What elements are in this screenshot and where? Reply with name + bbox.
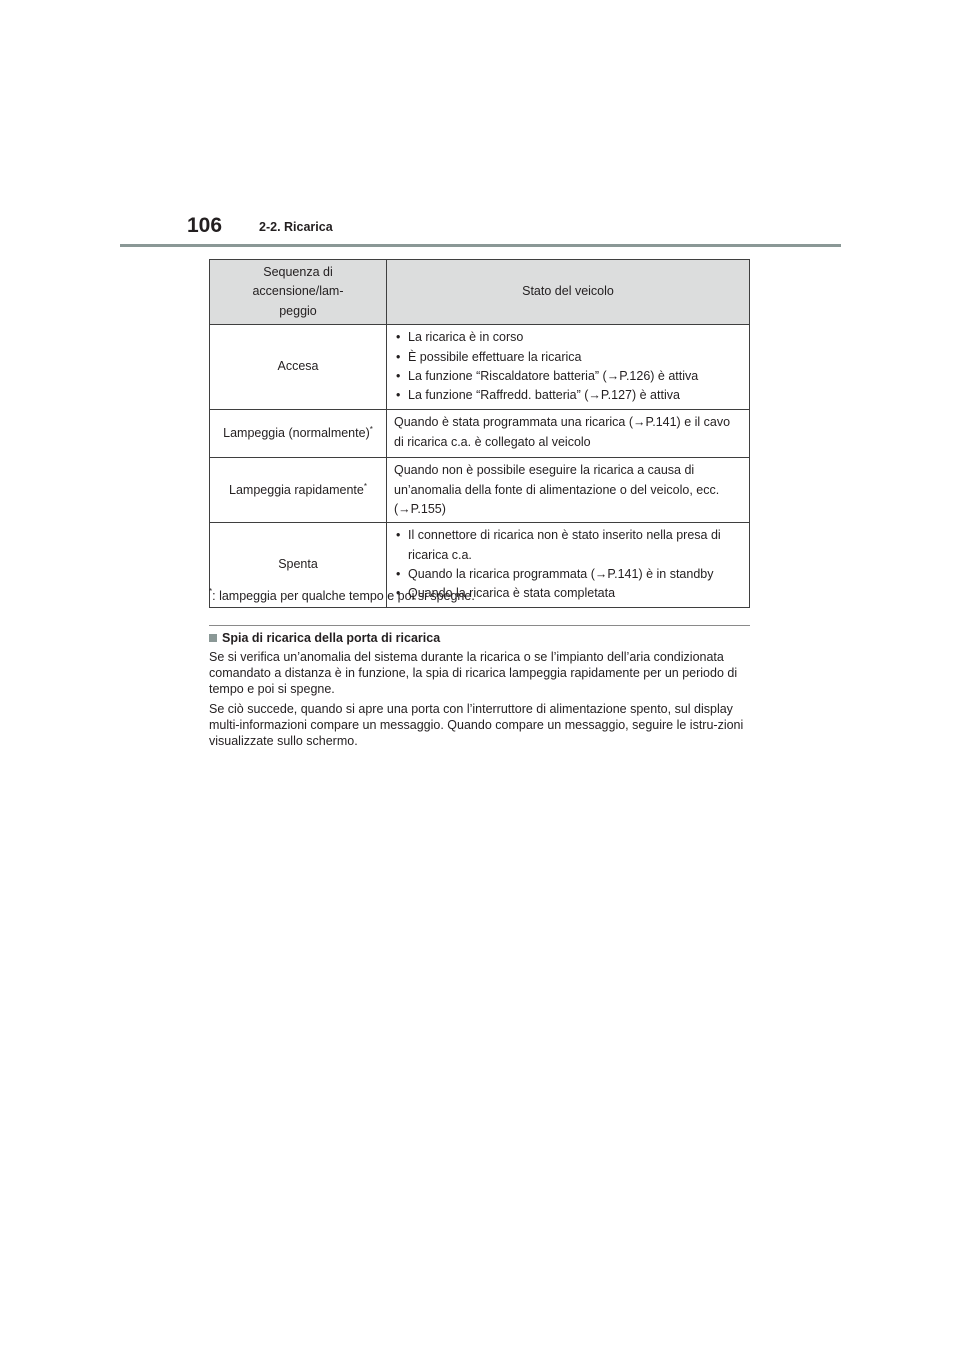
table-row [210, 410, 750, 458]
subsection-heading [209, 630, 749, 646]
state-list [394, 328, 742, 406]
state-text: Quando non è possibile eseguire la ricarica a causa di un’anomalia della fonte di alimentazione o del veicolo, ecc. (→P.155) [394, 463, 720, 516]
vehicle-state-cell [387, 458, 750, 523]
list-item: • Quando la ricarica programmata (→P.141) è in standby [394, 565, 742, 584]
sequence-label: Lampeggia rapidamente [229, 482, 364, 497]
table-body [210, 325, 750, 608]
sequence-cell [210, 410, 387, 458]
sequence-label: Accesa [277, 359, 319, 374]
subsection-heading-text: Spia di ricarica della porta di ricarica [222, 631, 441, 645]
header-divider [120, 244, 841, 247]
column-header-vehicle-state: Stato del veicolo [387, 260, 750, 325]
list-item: • La funzione “Raffredd. batteria” (→P.127) è attiva [394, 386, 742, 405]
square-bullet-icon [209, 634, 217, 642]
vehicle-state-cell [387, 410, 750, 458]
list-item: • La ricarica è in corso [394, 328, 742, 347]
section-title: 2-2. Ricarica [259, 220, 333, 234]
sequence-cell [210, 325, 387, 410]
state-text: Quando è stata programmata una ricarica (→P.141) e il cavo di ricarica c.a. è collegato al veicolo [394, 415, 731, 449]
list-item: • Quando la ricarica è stata completata [394, 584, 742, 603]
section-divider [209, 625, 750, 626]
list-item: • Il connettore di ricarica non è stato inserito nella presa di ricarica c.a. [394, 526, 742, 565]
charging-port-indicator-section [209, 630, 749, 753]
table-row [210, 458, 750, 523]
footnote-marker: * [369, 424, 373, 434]
sequence-label: Spenta [278, 557, 318, 572]
table-row [210, 325, 750, 410]
list-item: • È possibile effettuare la ricarica [394, 348, 742, 367]
paragraph: Se ciò succede, quando si apre una porta con l’interruttore di alimentazione spento, sul display multi-informazioni compare un messaggio. Quando compare un messaggio, seguire le istru-zioni visualizzate sullo schermo. [209, 702, 744, 748]
footnote-marker: * [363, 481, 367, 491]
table-header-row [210, 260, 750, 325]
footnote [209, 589, 475, 603]
column-header-sequence: Sequenza di accensione/lam- peggio [210, 260, 387, 325]
footnote-marker: * [209, 587, 213, 596]
footnote-text: : lampeggia per qualche tempo e poi si spegne. [212, 589, 475, 603]
charge-indicator-table [209, 259, 750, 608]
sequence-cell [210, 458, 387, 523]
paragraph: Se si verifica un’anomalia del sistema durante la ricarica o se l’impianto dell’aria condizionata comandato a distanza è in funzione, la spia di ricarica lampeggia rapidamente per un periodo di tempo e poi si spegne. [209, 650, 738, 696]
vehicle-state-cell [387, 325, 750, 410]
list-item: • La funzione “Riscaldatore batteria” (→P.126) è attiva [394, 367, 742, 386]
page-number: 106 [187, 214, 223, 237]
sequence-label: Lampeggia (normalmente) [223, 425, 370, 440]
